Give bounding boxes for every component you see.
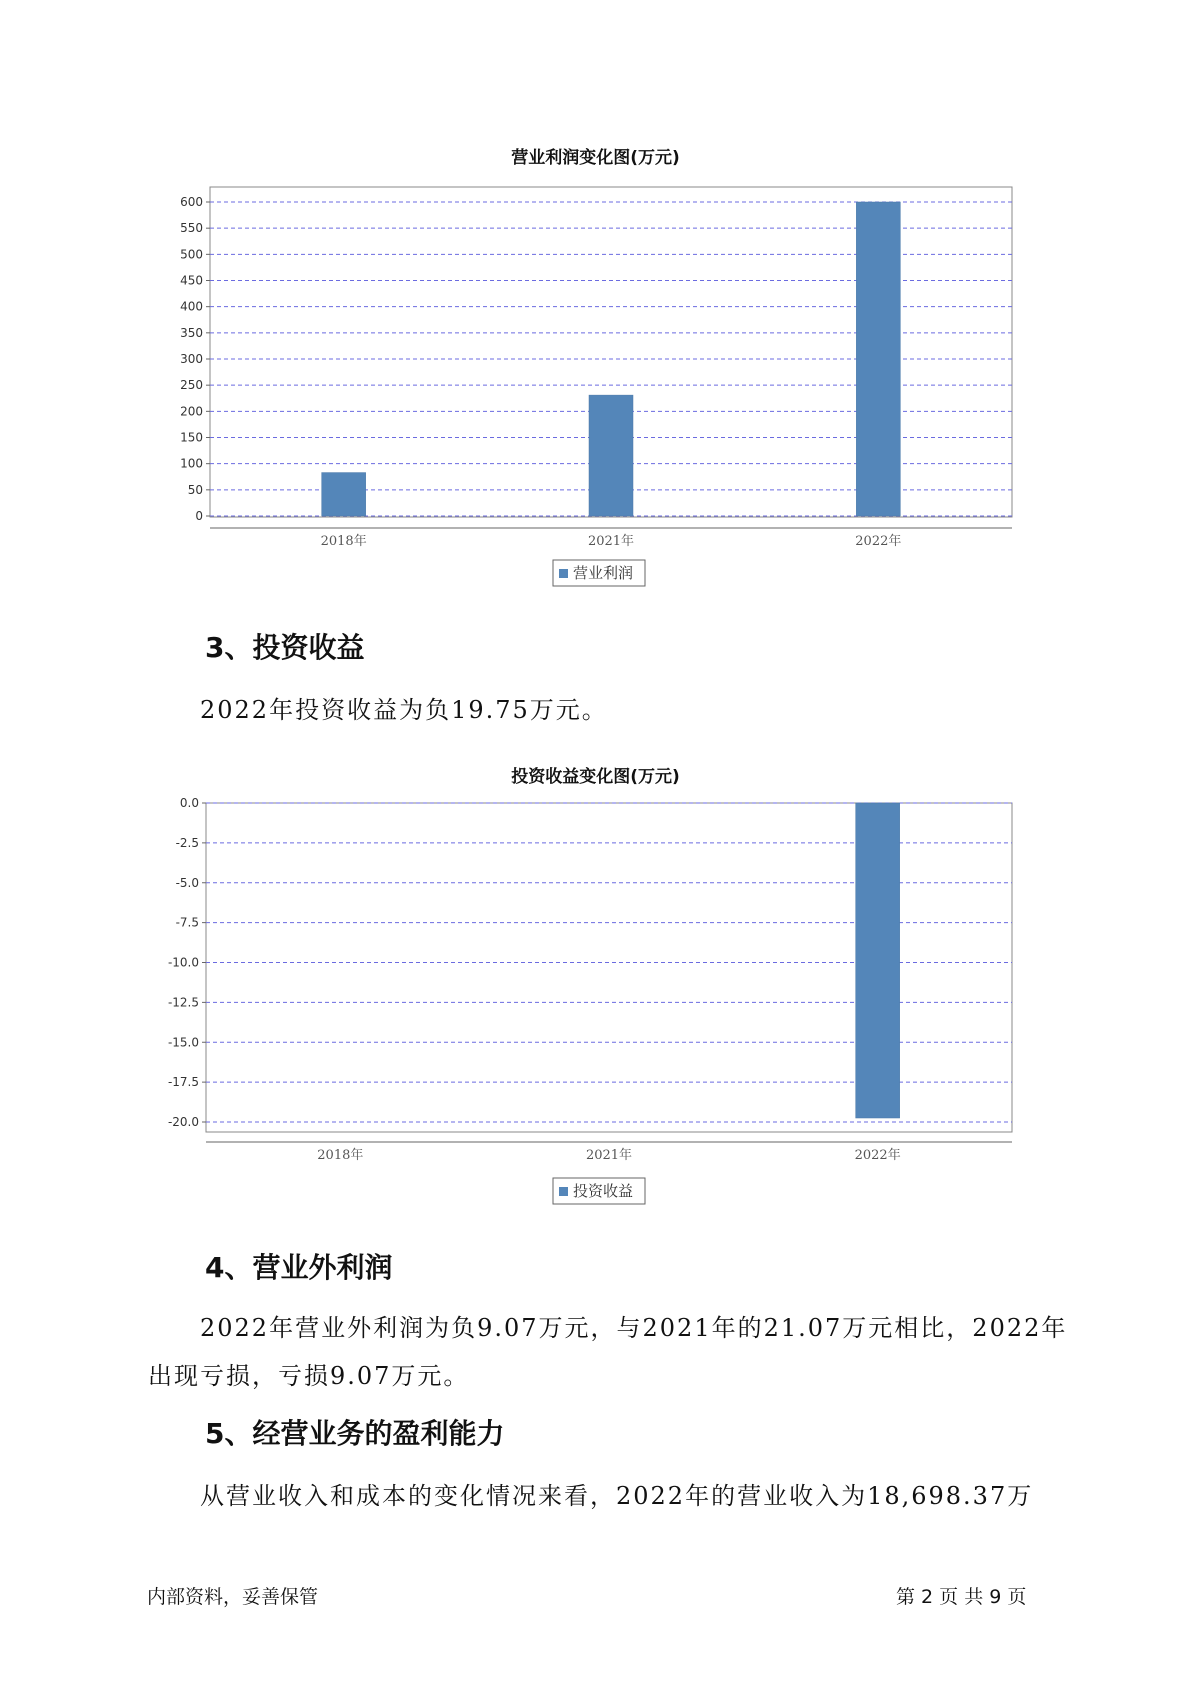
- y-tick-label: 100: [180, 456, 203, 471]
- y-tick-label: -5.0: [175, 875, 199, 890]
- x-tick-label: 2022年: [855, 534, 902, 549]
- y-tick-label: 50: [187, 482, 203, 497]
- footer-page-number: 第 2 页 共 9 页: [896, 1586, 1027, 1608]
- y-tick-label: 300: [180, 352, 203, 366]
- y-tick-label: 550: [180, 221, 203, 236]
- legend-label: 投资收益: [573, 1182, 634, 1200]
- y-tick-label: -20.0: [167, 1115, 199, 1129]
- y-tick-label: 450: [180, 273, 203, 288]
- bar: [856, 803, 900, 1118]
- y-tick-label: -17.5: [167, 1075, 199, 1090]
- y-tick-label: 0: [195, 509, 203, 523]
- x-tick-label: 2018年: [320, 534, 367, 549]
- x-tick-label: 2021年: [587, 534, 635, 549]
- section3-heading: 3、投资收益: [205, 631, 365, 664]
- section4-heading: 4、营业外利润: [205, 1251, 393, 1284]
- y-tick-label: 350: [180, 325, 203, 340]
- section5-heading: 5、经营业务的盈利能力: [205, 1417, 505, 1450]
- y-tick-label: -12.5: [167, 995, 199, 1010]
- section4-text-line1: 2022年营业外利润为负9.07万元，与2021年的21.07万元相比，2022年: [200, 1314, 1068, 1342]
- y-tick-label: -10.0: [167, 955, 199, 970]
- legend-label: 营业利润: [573, 564, 634, 582]
- section4-text-line2: 出现亏损，亏损9.07万元。: [148, 1362, 470, 1390]
- section5-text-line1: 从营业收入和成本的变化情况来看，2022年的营业收入为18,698.37万: [200, 1482, 1034, 1510]
- section3-text: 2022年投资收益为负19.75万元。: [200, 696, 608, 724]
- y-tick-label: 200: [180, 404, 203, 419]
- x-tick-label: 2021年: [585, 1148, 633, 1163]
- chart1-title: 营业利润变化图(万元): [511, 148, 680, 168]
- chart2-title: 投资收益变化图(万元): [511, 767, 680, 787]
- y-tick-label: -2.5: [175, 835, 199, 850]
- y-tick-label: 600: [180, 195, 203, 209]
- y-tick-label: -15.0: [167, 1035, 199, 1050]
- y-tick-label: 400: [180, 299, 203, 314]
- y-tick-label: 250: [180, 378, 203, 393]
- footer-confidential-note: 内部资料，妥善保管: [147, 1586, 319, 1608]
- y-tick-label: -7.5: [175, 915, 199, 930]
- y-tick-label: 500: [180, 247, 203, 262]
- y-tick-label: 150: [180, 430, 203, 445]
- x-tick-label: 2022年: [854, 1148, 901, 1163]
- legend-swatch: [559, 1187, 568, 1196]
- y-tick-label: 0.0: [179, 796, 199, 810]
- x-tick-label: 2018年: [317, 1148, 364, 1163]
